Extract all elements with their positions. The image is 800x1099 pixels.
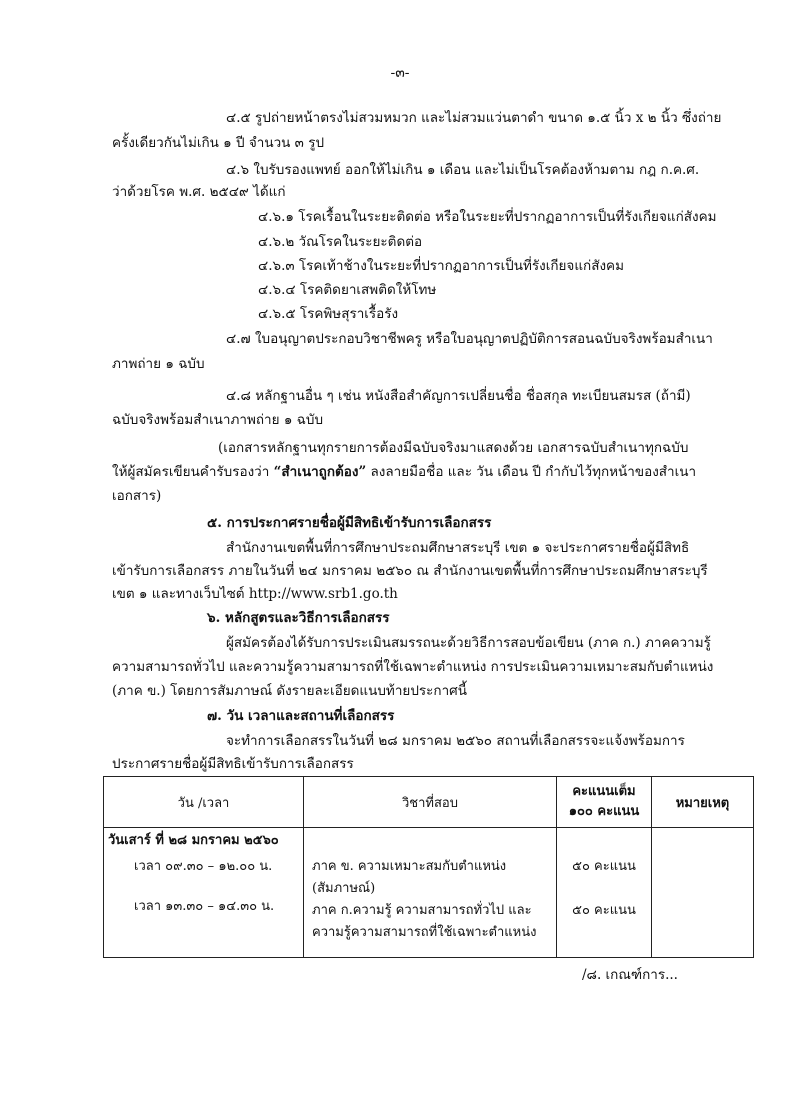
score-value: ๕๐ คะแนน: [572, 859, 636, 874]
score-value: ๕๐ คะแนน: [572, 903, 636, 918]
header-datetime: วัน /เวลา: [104, 777, 304, 828]
list-item: ๔.๖.๑ โรคเรื้อนในระยะติดต่อ หรือในระยะที่ปรากฏอาการเป็นที่รังเกียจแก่สังคม: [258, 209, 717, 225]
spacer: [312, 830, 548, 852]
text-line: ๔.๗ ใบอนุญาตประกอบวิชาชีพครู หรือใบอนุญาตปฏิบัติการสอนฉบับจริงพร้อมสำเนา: [226, 331, 713, 347]
cell-datetime: [104, 828, 304, 958]
exam-date: วันเสาร์ ที่ ๒๘ มกราคม ๒๕๖๐: [108, 833, 279, 848]
subject-line: ความรู้ความสามารถที่ใช้เฉพาะตำแหน่ง: [312, 925, 537, 940]
spacer: [561, 830, 647, 852]
text-line: เข้ารับการเลือกสรร ภายในวันที่ ๒๔ มกราคม ๒๕๖๐ ณ สำนักงานเขตพื้นที่การศึกษาประถมศึกษาสระบุรี: [112, 563, 708, 579]
continuation-note: /๘. เกณฑ์การ...: [582, 967, 678, 983]
text-line: เขต ๑ และทางเว็บไซต์ http://www.srb1.go.th: [112, 586, 398, 602]
text-line: ฉบับจริงพร้อมสำเนาภาพถ่าย ๑ ฉบับ: [112, 412, 324, 428]
text-line: ๔.๘ หลักฐานอื่น ๆ เช่น หนังสือสำคัญการเปลี่ยนชื่อ ชื่อสกุล ทะเบียนสมรส (ถ้ามี): [226, 388, 691, 404]
note-text: ให้ผู้สมัครเขียนคำรับรองว่า: [112, 464, 274, 480]
list-item: ๔.๖.๔ โรคติดยาเสพติดให้โทษ: [258, 282, 437, 298]
list-item: ๔.๖.๒ วัณโรคในระยะติดต่อ: [258, 234, 423, 250]
header-remark: หมายเหตุ: [652, 777, 754, 828]
text-line: ว่าด้วยโรค พ.ศ. ๒๕๔๙ ได้แก่: [112, 184, 286, 200]
note-emphasis: “สำเนาถูกต้อง”: [273, 464, 367, 480]
header-score: [557, 777, 652, 828]
text-line: สำนักงานเขตพื้นที่การศึกษาประถมศึกษาสระบุรี เขต ๑ จะประกาศรายชื่อผู้มีสิทธิ: [226, 540, 690, 556]
text-line: (ภาค ข.) โดยการสัมภาษณ์ ดังรายละเอียดแนบท้ายประกาศนี้: [112, 683, 467, 699]
text-line: ครั้งเดียวกันไม่เกิน ๑ ปี จำนวน ๓ รูป: [112, 135, 325, 151]
cell-score: [557, 828, 652, 958]
list-item: ๔.๖.๓ โรคเท้าช้างในระยะที่ปรากฏอาการเป็นที่รังเกียจแก่สังคม: [258, 258, 624, 274]
note-line: (เอกสารหลักฐานทุกรายการต้องมีฉบับจริงมาแสดงด้วย เอกสารฉบับสำเนาทุกฉบับ: [218, 440, 689, 456]
text-line: ๔.๕ รูปถ่ายหน้าตรงไม่สวมหมวก และไม่สวมแว่นตาดำ ขนาด ๑.๕ นิ้ว x ๒ นิ้ว ซึ่งถ่าย: [226, 110, 722, 126]
subject-line: (สัมภาษณ์): [312, 881, 376, 896]
page-number: -๓-: [390, 65, 410, 81]
text-line: ภาพถ่าย ๑ ฉบับ: [112, 356, 205, 372]
section-heading: ๕. การประกาศรายชื่อผู้มีสิทธิเข้ารับการเลือกสรร: [207, 515, 492, 531]
text-line: ผู้สมัครต้องได้รับการประเมินสมรรถนะด้วยวิธีการสอบข้อเขียน (ภาค ก.) ภาคความรู้: [226, 635, 711, 651]
exam-time: เวลา ๑๓.๓๐ – ๑๔.๓๐ น.: [134, 899, 275, 914]
exam-time: เวลา ๐๙.๓๐ – ๑๒.๐๐ น.: [134, 859, 273, 874]
text-line: ๔.๖ ใบรับรองแพทย์ ออกให้ไม่เกิน ๑ เดือน และไม่เป็นโรคต้องห้ามตาม กฎ ก.ค.ศ.: [226, 162, 700, 178]
section-heading: ๗. วัน เวลาและสถานที่เลือกสรร: [207, 708, 395, 724]
header-score-line1: คะแนนเต็ม: [572, 784, 636, 799]
subject-line: ภาค ข. ความเหมาะสมกับตำแหน่ง: [312, 859, 507, 874]
note-line: เอกสาร): [112, 488, 162, 504]
subject-line: ภาค ก.ความรู้ ความสามารถทั่วไป และ: [312, 903, 532, 918]
note-line: [112, 462, 696, 482]
table-header-row: [104, 777, 754, 828]
text-line: จะทำการเลือกสรรในวันที่ ๒๘ มกราคม ๒๕๖๐ สถานที่เลือกสรรจะแจ้งพร้อมการ: [226, 733, 685, 749]
cell-remark: [652, 828, 754, 958]
text-line: ความสามารถทั่วไป และความรู้ความสามารถที่ใช้เฉพาะตำแหน่ง การประเมินความเหมาะสมกับตำแหน่ง: [112, 659, 714, 675]
list-item: ๔.๖.๕ โรคพิษสุราเรื้อรัง: [258, 306, 399, 322]
table-row: [104, 828, 754, 958]
section-heading: ๖. หลักสูตรและวิธีการเลือกสรร: [207, 610, 390, 626]
header-subject: วิชาที่สอบ: [304, 777, 557, 828]
header-score-line2: ๑๐๐ คะแนน: [568, 804, 640, 819]
exam-schedule-table: [103, 776, 754, 958]
note-text: ลงลายมือชื่อ และ วัน เดือน ปี กำกับไว้ทุกหน้าของสำเนา: [366, 464, 697, 480]
text-line: ประกาศรายชื่อผู้มีสิทธิเข้ารับการเลือกสรร: [112, 756, 354, 772]
cell-subject: [304, 828, 557, 958]
